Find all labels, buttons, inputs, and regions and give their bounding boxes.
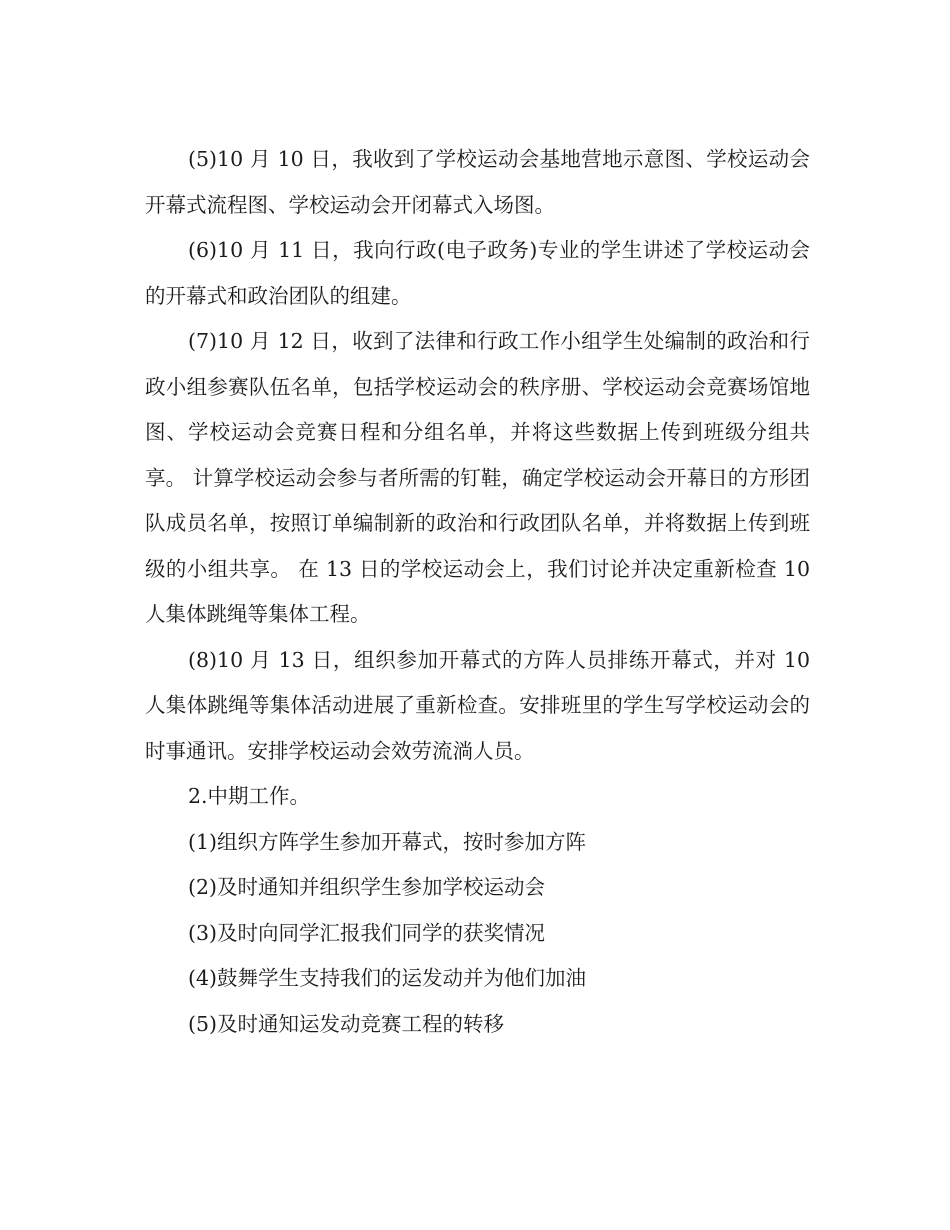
paragraph-item-8: (8)10 月 13 日，组织参加开幕式的方阵人员排练开幕式，并对 10人集体跳绳等集体活动进展了重新检查。安排班里的学生写学校运动会的时事通讯。安排学校运动会效劳流淌人员。 xyxy=(145,647,810,763)
paragraph-item-5: (5)10 月 10 日，我收到了学校运动会基地营地示意图、学校运动会开幕式流程图、学校运动会开闭幕式入场图。 xyxy=(145,147,810,217)
list-item: (1)组织方阵学生参加开幕式，按时参加方阵 xyxy=(188,829,587,854)
list-item: (4)鼓舞学生支持我们的运发动并为他们加油 xyxy=(188,966,587,990)
list-item: (3)及时向同学汇报我们同学的获奖情况 xyxy=(188,920,546,945)
list-item: (2)及时通知并组织学生参加学校运动会 xyxy=(188,875,546,899)
document-body xyxy=(145,137,810,1047)
section-heading: 2.中期工作。 xyxy=(188,784,311,808)
list-item: (5)及时通知运发动竞赛工程的转移 xyxy=(188,1011,505,1036)
paragraph-item-6: (6)10 月 11 日，我向行政(电子政务)专业的学生讲述了学校运动会的开幕式和政治团队的组建。 xyxy=(145,238,810,308)
paragraph-item-7: (7)10 月 12 日，收到了法律和行政工作小组学生处编制的政治和行政小组参赛队伍名单，包括学校运动会的秩序册、学校运动会竞赛场馆地图、学校运动会竞赛日程和分组名单，并将这些数据上传到班级分组共享。 计算学校运动会参与者所需的钉鞋，确定学校运动会开幕日的方形团队成员名单，按照订单编制新的政治和行政团队名单，并将数据上传到班级的小组共享。 在 13 日的学校运动会上，我们讨论并决定重新检查 10 人集体跳绳等集体工程。 xyxy=(145,329,810,626)
